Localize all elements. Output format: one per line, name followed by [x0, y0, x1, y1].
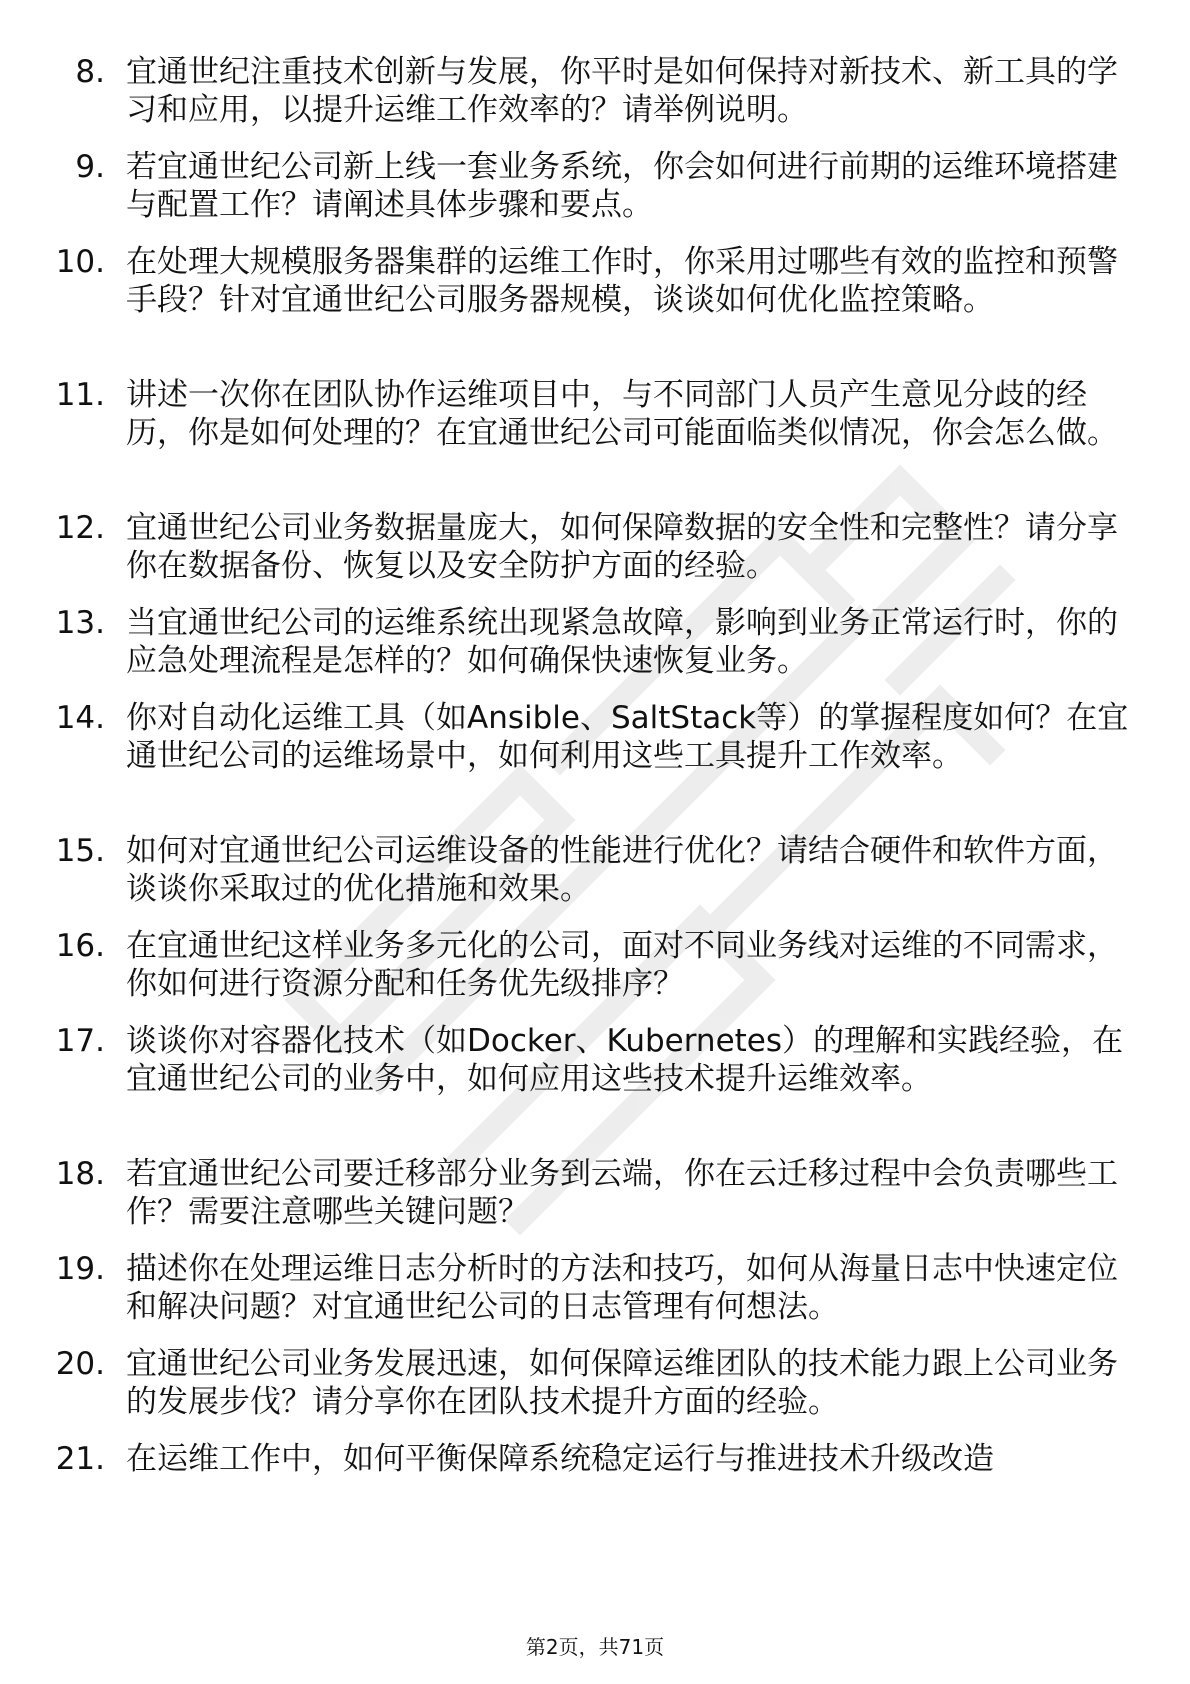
question-number: 11.	[55, 377, 105, 413]
question-number: 8.	[75, 54, 105, 90]
question-text: 在处理大规模服务器集群的运维工作时，你采用过哪些有效的监控和预警手段？针对宜通世纪公司服务器规模，谈谈如何优化监控策略。	[126, 244, 1118, 318]
question-number: 16.	[55, 928, 105, 964]
question-number: 14.	[55, 700, 105, 736]
question-number: 17.	[55, 1023, 105, 1059]
question-number: 21.	[55, 1441, 105, 1477]
question-number: 12.	[55, 510, 105, 546]
question-number: 10.	[55, 244, 105, 280]
question-number: 15.	[55, 833, 105, 869]
question-text: 谈谈你对容器化技术（如Docker、Kubernetes）的理解和实践经验，在宜通世纪公司的业务中，如何应用这些技术提升运维效率。	[126, 1023, 1124, 1097]
question-number: 9.	[75, 149, 105, 185]
question-number: 19.	[55, 1251, 105, 1287]
question-text: 你对自动化运维工具（如Ansible、SaltStack等）的掌握程度如何？在宜通世纪公司的运维场景中，如何利用这些工具提升工作效率。	[126, 700, 1129, 774]
question-text: 宜通世纪注重技术创新与发展，你平时是如何保持对新技术、新工具的学习和应用，以提升运维工作效率的？请举例说明。	[126, 54, 1118, 128]
question-text: 如何对宜通世纪公司运维设备的性能进行优化？请结合硬件和软件方面，谈谈你采取过的优化措施和效果。	[126, 833, 1118, 907]
question-text: 在运维工作中，如何平衡保障系统稳定运行与推进技术升级改造	[126, 1441, 994, 1477]
question-text: 描述你在处理运维日志分析时的方法和技巧，如何从海量日志中快速定位和解决问题？对宜通世纪公司的日志管理有何想法。	[126, 1251, 1118, 1325]
question-text: 若宜通世纪公司新上线一套业务系统，你会如何进行前期的运维环境搭建与配置工作？请阐述具体步骤和要点。	[126, 149, 1118, 223]
question-text: 在宜通世纪这样业务多元化的公司，面对不同业务线对运维的不同需求，你如何进行资源分配和任务优先级排序？	[126, 928, 1118, 1002]
question-number: 13.	[55, 605, 105, 641]
question-text: 若宜通世纪公司要迁移部分业务到云端，你在云迁移过程中会负责哪些工作？需要注意哪些关键问题？	[126, 1156, 1118, 1230]
question-text: 宜通世纪公司业务数据量庞大，如何保障数据的安全性和完整性？请分享你在数据备份、恢复以及安全防护方面的经验。	[126, 510, 1118, 584]
question-text: 宜通世纪公司业务发展迅速，如何保障运维团队的技术能力跟上公司业务的发展步伐？请分享你在团队技术提升方面的经验。	[126, 1346, 1118, 1420]
question-number: 18.	[55, 1156, 105, 1192]
page-footer: 第2页，共71页	[525, 1635, 665, 1659]
question-text: 讲述一次你在团队协作运维项目中，与不同部门人员产生意见分歧的经历，你是如何处理的？在宜通世纪公司可能面临类似情况，你会怎么做。	[126, 377, 1118, 451]
question-text: 当宜通世纪公司的运维系统出现紧急故障，影响到业务正常运行时，你的应急处理流程是怎样的？如何确保快速恢复业务。	[126, 605, 1118, 679]
question-number: 20.	[55, 1346, 105, 1382]
